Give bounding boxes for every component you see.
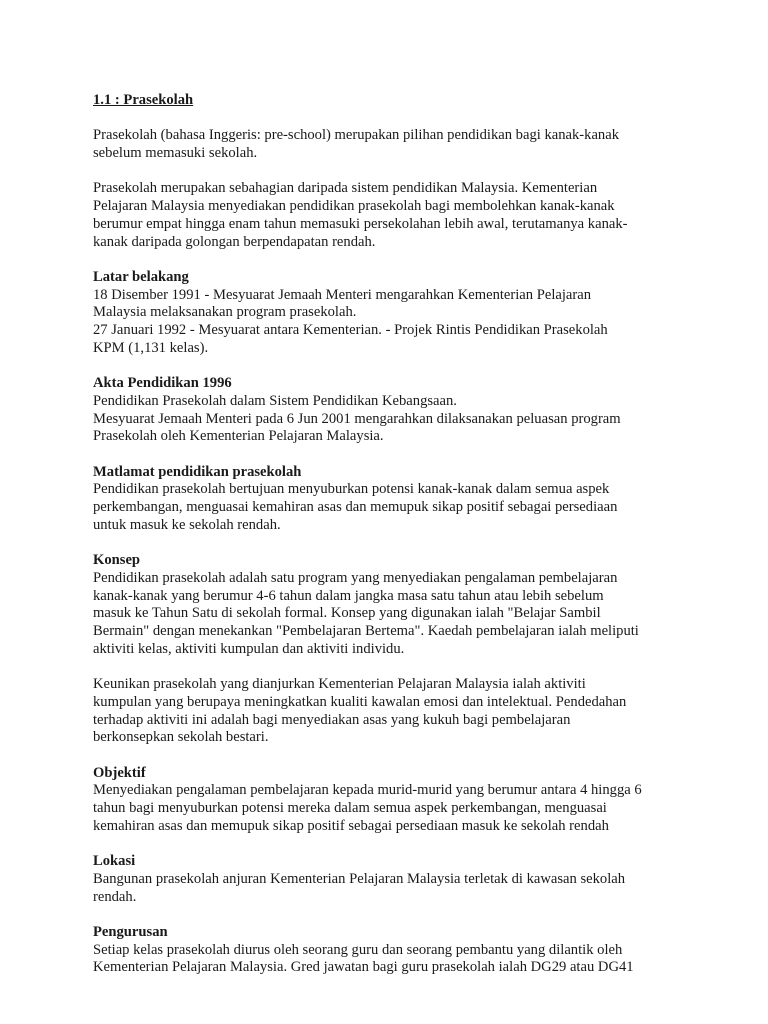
- section-heading: Objektif: [93, 764, 146, 781]
- section-konsep: [93, 552, 693, 658]
- text-line: 27 Januari 1992 - Mesyuarat antara Kementerian. - Projek Rintis Pendidikan Prasekolah: [93, 322, 608, 339]
- text-line: kemahiran asas dan memupuk sikap positif sebagai persediaan masuk ke sekolah rendah: [93, 817, 609, 834]
- text-line: Prasekolah merupakan sebahagian daripada sistem pendidikan Malaysia. Kementerian: [93, 180, 598, 197]
- text-line: berkonsepkan sekolah bestari.: [93, 729, 269, 746]
- section-pengurusan: [93, 924, 693, 977]
- section-latar-belakang: [93, 269, 693, 358]
- text-line: untuk masuk ke sekolah rendah.: [93, 516, 281, 533]
- text-line: Malaysia melaksanakan program prasekolah.: [93, 304, 357, 321]
- text-line: Pendidikan prasekolah adalah satu program yang menyediakan pengalaman pembelajaran: [93, 569, 618, 586]
- text-line: kumpulan yang berupaya meningkatkan kualiti kawalan emosi dan intelektual. Pendedahan: [93, 693, 627, 710]
- text-line: Mesyuarat Jemaah Menteri pada 6 Jun 2001 mengarahkan dilaksanakan peluasan program: [93, 410, 621, 427]
- text-line: Prasekolah (bahasa Inggeris: pre-school) merupakan pilihan pendidikan bagi kanak-kanak: [93, 127, 620, 144]
- text-line: Bermain" dengan menekankan "Pembelajaran Bertema". Kaedah pembelajaran ialah meliputi: [93, 623, 639, 639]
- section-matlamat: [93, 464, 693, 535]
- text-line: Pelajaran Malaysia menyediakan pendidikan prasekolah bagi membolehkan kanak-kanak: [93, 198, 615, 215]
- text-line: Pendidikan Prasekolah dalam Sistem Pendidikan Kebangsaan.: [93, 392, 457, 409]
- text-line: Prasekolah oleh Kementerian Pelajaran Malaysia.: [93, 428, 384, 445]
- text-line: Menyediakan pengalaman pembelajaran kepada murid-murid yang berumur antara 4 hingga 6: [93, 782, 642, 799]
- text-line: Keunikan prasekolah yang dianjurkan Kementerian Pelajaran Malaysia ialah aktiviti: [93, 676, 586, 693]
- section-lokasi: [93, 853, 693, 906]
- text-line: Bangunan prasekolah anjuran Kementerian Pelajaran Malaysia terletak di kawasan sekolah: [93, 870, 626, 887]
- section-akta-pendidikan: [93, 375, 693, 446]
- document-body: [93, 92, 693, 995]
- text-line: KPM (1,131 kelas).: [93, 339, 209, 356]
- text-line: sebelum memasuki sekolah.: [93, 145, 258, 162]
- text-line: aktiviti kelas, aktiviti kumpulan dan aktiviti individu.: [93, 640, 405, 657]
- section-keunikan: [93, 676, 693, 747]
- section-heading: Latar belakang: [93, 268, 189, 285]
- text-line: berumur empat hingga enam tahun memasuki persekolahan lebih awal, terutamanya kanak-: [93, 215, 628, 232]
- text-line: perkembangan, menguasai kemahiran asas dan memupuk sikap positif sebagai persediaan: [93, 499, 618, 516]
- text-line: Kementerian Pelajaran Malaysia. Gred jawatan bagi guru prasekolah ialah DG29 atau DG41: [93, 959, 634, 976]
- intro-paragraph-2: [93, 180, 693, 251]
- text-line: masuk ke Tahun Satu di sekolah formal. Konsep yang digunakan ialah "Belajar Sambil: [93, 605, 601, 622]
- section-heading: Lokasi: [93, 853, 136, 870]
- text-line: Pendidikan prasekolah bertujuan menyuburkan potensi kanak-kanak dalam semua aspek: [93, 481, 610, 498]
- text-line: kanak-kanak yang berumur 4-6 tahun dalam jangka masa satu tahun atau lebih sebelum: [93, 587, 604, 604]
- section-heading: Pengurusan: [93, 923, 168, 940]
- text-line: terhadap aktiviti ini adalah bagi menyediakan asas yang kukuh bagi pembelajaran: [93, 711, 571, 728]
- intro-paragraph-1: [93, 127, 693, 162]
- section-heading: Matlamat pendidikan prasekolah: [93, 463, 302, 480]
- text-line: 18 Disember 1991 - Mesyuarat Jemaah Menteri mengarahkan Kementerian Pelajaran: [93, 286, 592, 303]
- page-title: 1.1 : Prasekolah: [93, 92, 194, 108]
- text-line: rendah.: [93, 888, 137, 905]
- text-line: tahun bagi menyuburkan potensi mereka dalam semua aspek perkembangan, menguasai: [93, 800, 607, 816]
- section-objektif: [93, 765, 693, 836]
- text-line: Setiap kelas prasekolah diurus oleh seorang guru dan seorang pembantu yang dilantik oleh: [93, 941, 623, 958]
- section-heading: Konsep: [93, 552, 141, 569]
- text-line: kanak daripada golongan berpendapatan rendah.: [93, 233, 376, 250]
- section-heading: Akta Pendidikan 1996: [93, 375, 232, 392]
